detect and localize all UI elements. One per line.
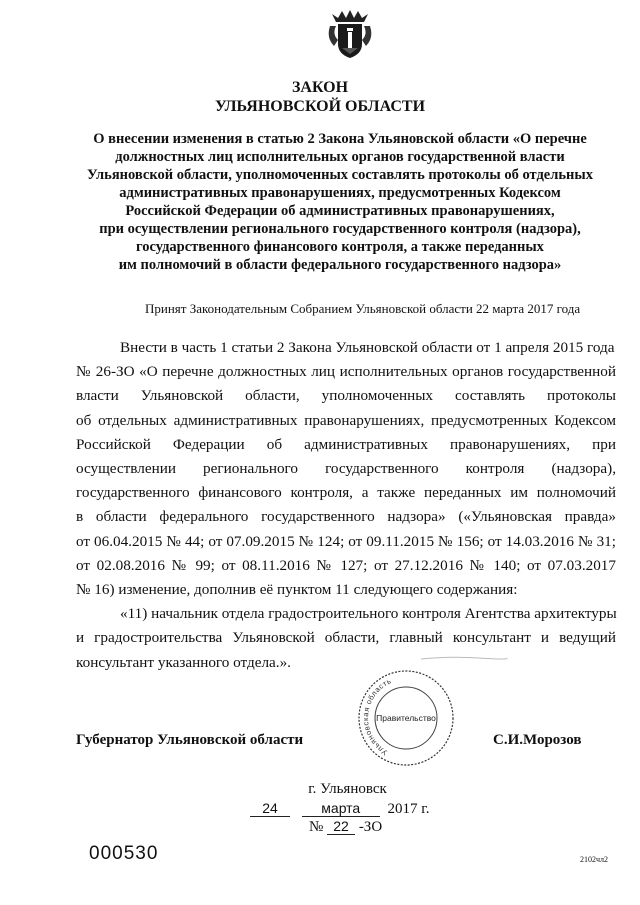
number-sign: №	[309, 819, 324, 835]
official-seal	[353, 668, 459, 768]
seal-center-text: Правительство	[376, 713, 436, 723]
subject-line: Ульяновской области, уполномоченных составлять протоколы об отдельных	[87, 167, 593, 183]
date-day: 24	[250, 800, 290, 817]
law-body	[76, 336, 616, 675]
body-line: и градостроительства Ульяновской области, главный консультант и ведущий	[76, 629, 616, 647]
body-line: Внести в часть 1 статьи 2 Закона Ульяновской области от 1 апреля 2015 года	[120, 339, 615, 356]
law-region: УЛЬЯНОВСКОЙ ОБЛАСТИ	[214, 98, 426, 115]
body-line: от 02.08.2016 № 99; от 08.11.2016 № 127; от 27.12.2016 № 140; от 07.03.2017	[76, 556, 616, 574]
body-line: «11) начальник отдела градостроительного контроля Агентства архитектуры	[120, 605, 617, 623]
signing-date	[250, 800, 429, 818]
page-code: 2102чл2	[580, 855, 609, 864]
body-line: в области федерального государственного надзора» («Ульяновская правда»	[76, 508, 616, 526]
subject-line: при осуществлении регионального государственного контроля (надзора),	[99, 221, 581, 237]
number-suffix: -ЗО	[358, 819, 383, 835]
law-title: ЗАКОН	[291, 79, 349, 96]
signatory-name: С.И.Морозов	[493, 732, 582, 748]
coat-of-arms-icon	[328, 8, 372, 60]
body-line: Российской Федерации об административных правонарушениях, при	[76, 435, 616, 453]
number-value: 22	[327, 818, 355, 835]
subject-line: административных правонарушениях, предусмотренных Кодексом	[119, 185, 561, 201]
body-line: осуществлении регионального государственного контроля (надзора),	[76, 460, 616, 478]
body-line: № 26-ЗО «О перечне должностных лиц исполнительных органов государственной	[76, 363, 616, 381]
seal-ring-text: Ульяновская область	[361, 676, 393, 758]
subject-line: им полномочий в области федерального государственного надзора»	[118, 257, 562, 273]
subject-line: государственного финансового контроля, а также переданных	[136, 239, 544, 255]
body-line: об отдельных административных правонарушениях, предусмотренных Кодексом	[76, 411, 616, 429]
body-line: консультант указанного отдела.».	[76, 653, 291, 671]
adoption-note: Принят Законодательным Собранием Ульяновской области 22 марта 2017 года	[145, 301, 581, 316]
subject-line: О внесении изменения в статью 2 Закона Ульяновской области «О перечне	[93, 131, 587, 147]
subject-line: Российской Федерации об административных правонарушениях,	[125, 203, 555, 219]
body-line: власти Ульяновской области, уполномоченных составлять протоколы	[76, 387, 616, 405]
date-year: 2017 г.	[387, 801, 430, 817]
law-subject	[70, 130, 610, 274]
body-line: от 06.04.2015 № 44; от 07.09.2015 № 124; от 09.11.2015 № 156; от 14.03.2016 № 31;	[76, 532, 616, 550]
law-number	[309, 818, 382, 836]
signatory-position: Губернатор Ульяновской области	[76, 732, 304, 748]
ink-smudge	[419, 655, 509, 661]
subject-line: должностных лиц исполнительных органов государственной власти	[115, 149, 565, 165]
body-line: № 16) изменение, дополнив её пунктом 11 следующего содержания:	[76, 581, 518, 599]
place-of-signing: г. Ульяновск	[308, 781, 387, 797]
body-line: государственного финансового контроля, а также переданных им полномочий	[76, 484, 616, 502]
registration-number: 000530	[89, 843, 159, 864]
date-month: марта	[302, 800, 380, 817]
